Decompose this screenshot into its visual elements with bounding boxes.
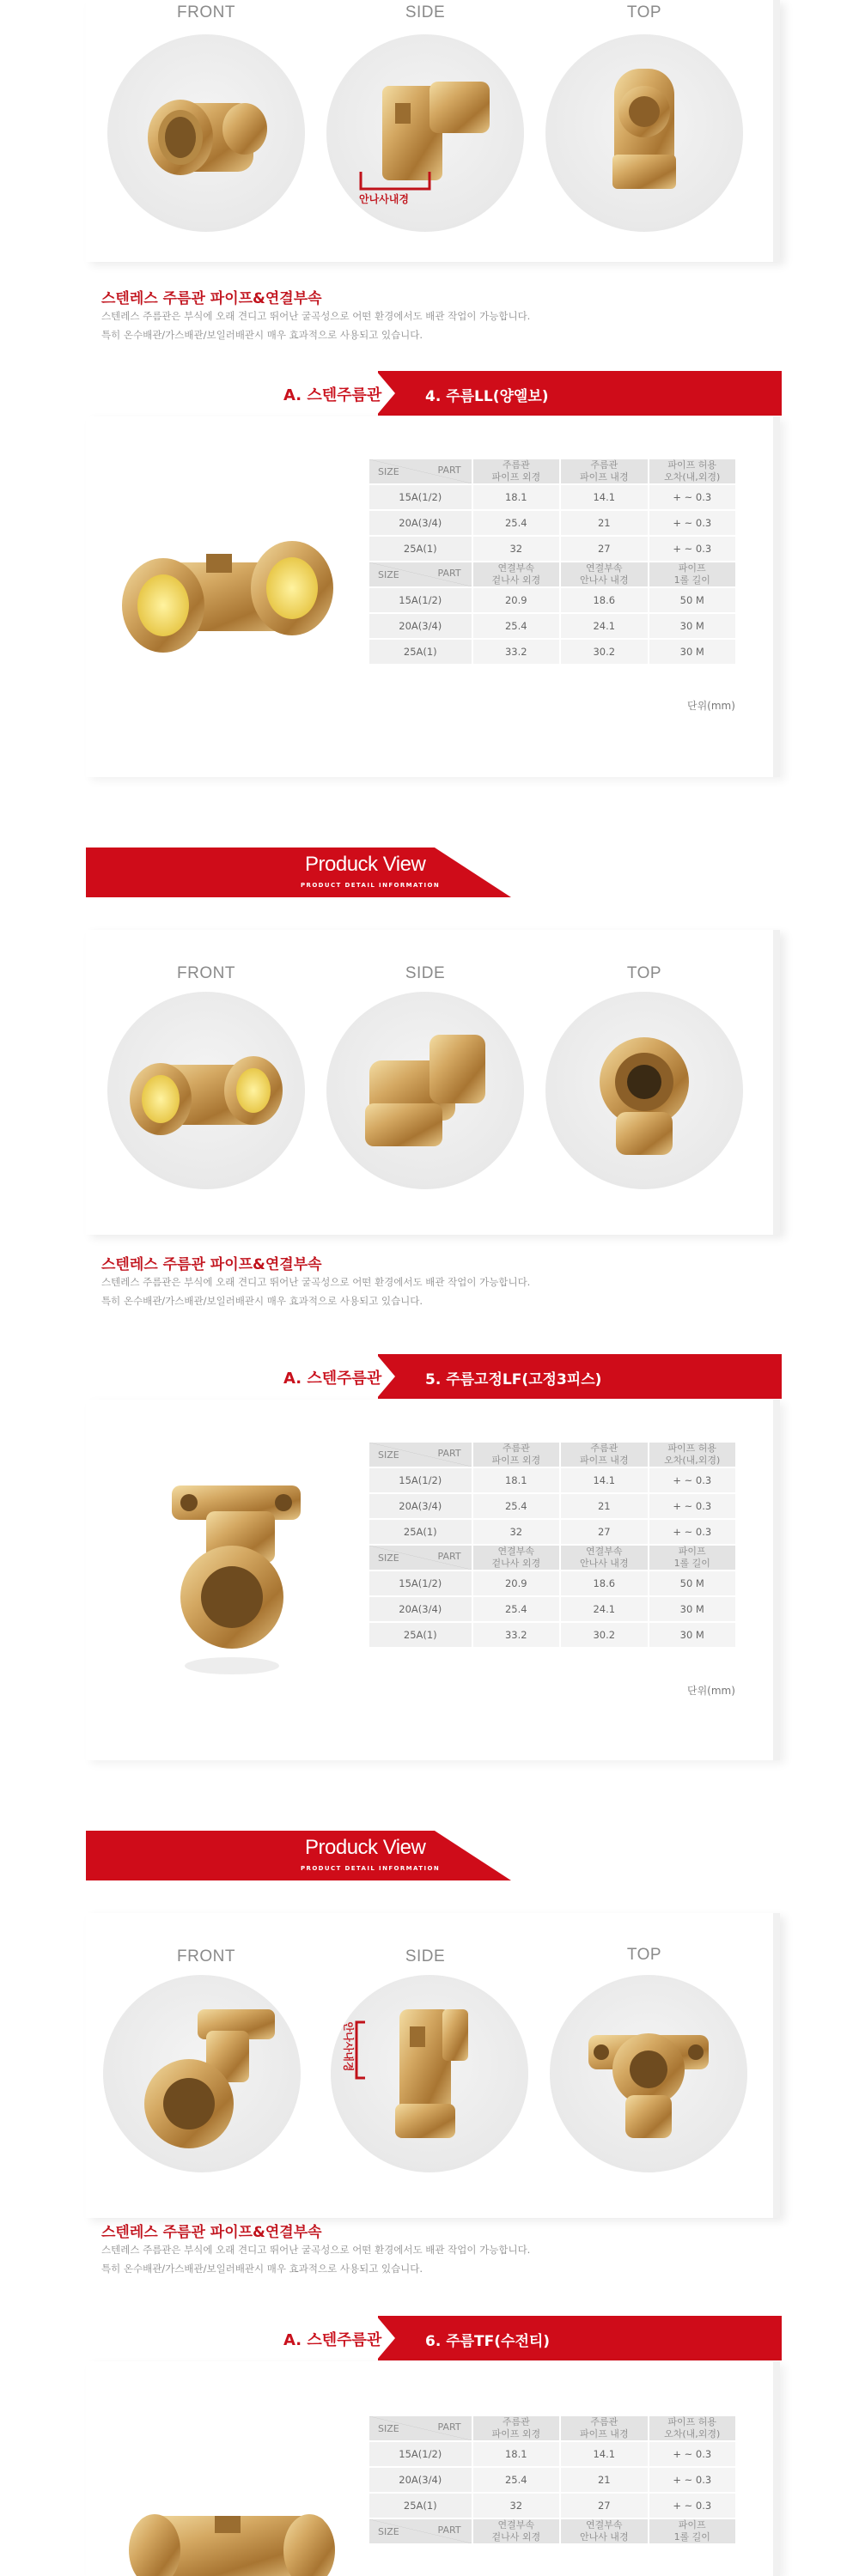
- table-header-cell: 연결부속 안나사 내경: [561, 1546, 647, 1570]
- table-header-cell: 주름관 파이프 외경: [473, 459, 559, 483]
- desc-line-1: 스텐레스 주름관은 부식에 오래 견디고 뛰어난 굴곡성으로 어떤 환경에서도 배관 작업이 가능합니다.: [101, 1276, 531, 1288]
- elbow-side-photo: [326, 34, 524, 232]
- top-view-image: [550, 1975, 747, 2172]
- lf-front-photo: [103, 1975, 301, 2172]
- table-header-cell: 연결부속 겉나사 외경: [473, 562, 559, 586]
- section-category: A. 스텐주름관: [283, 2331, 382, 2349]
- table-row: 20A(3/4) 25.4 24.1 30 M: [369, 614, 735, 638]
- produck-view-banner: [86, 848, 511, 897]
- side-view-image: [326, 992, 524, 1189]
- desc-line-1: 스텐레스 주름관은 부식에 오래 견디고 뛰어난 굴곡성으로 어떤 환경에서도 배관 작업이 가능합니다.: [101, 310, 531, 322]
- table-row: 15A(1/2) 20.9 18.6 50 M: [369, 1571, 735, 1595]
- front-label: FRONT: [177, 964, 235, 982]
- desc-title-3: 스텐레스 주름관 파이프&연결부속: [101, 2224, 322, 2241]
- elbow-front-photo: [107, 34, 305, 232]
- table-corner: PART SIZE: [369, 2519, 472, 2543]
- table-row: 25A(1) 33.2 30.2 30 M: [369, 1623, 735, 1647]
- product-photo-ll-elbow: [103, 494, 361, 700]
- table-header-row: [369, 2519, 735, 2543]
- front-label: FRONT: [177, 3, 235, 21]
- top-view-image: [545, 34, 743, 232]
- table-header-cell: 파이프 1롤 길이: [649, 1546, 736, 1570]
- banner-title: Produck View: [305, 1836, 426, 1859]
- table-row: 15A(1/2) 18.1 14.1 + ~ 0.3: [369, 485, 735, 509]
- section-header-6: [86, 2316, 782, 2360]
- section-header-5: [86, 1354, 782, 1399]
- desc-title-1: 스텐레스 주름관 파이프&연결부속: [101, 290, 322, 307]
- ll-elbow-top-photo: [545, 992, 743, 1189]
- table-row: 25A(1) 32 27 + ~ 0.3: [369, 537, 735, 561]
- top-label: TOP: [626, 1946, 662, 1964]
- table-corner: PART SIZE: [369, 1546, 472, 1570]
- ll-elbow-front-photo: [107, 992, 305, 1189]
- desc-text-1: [101, 307, 720, 344]
- desc-title-2: 스텐레스 주름관 파이프&연결부속: [101, 1256, 322, 1273]
- section-item-title: 5. 주름고정LF(고정3피스): [425, 1371, 602, 1388]
- table-row: 20A(3/4) 25.4 21 + ~ 0.3: [369, 1494, 735, 1518]
- table-header-cell: 파이프 1롤 길이: [649, 2519, 736, 2543]
- desc-line-1: 스텐레스 주름관은 부식에 오래 견디고 뛰어난 굴곡성으로 어떤 환경에서도 배관 작업이 가능합니다.: [101, 2244, 531, 2256]
- view-panel-1: [86, 0, 780, 262]
- table-corner: PART SIZE: [369, 459, 472, 483]
- table-row: 20A(3/4) 25.4 24.1 30 M: [369, 1597, 735, 1621]
- table-header-row: [369, 562, 735, 586]
- spec-table-5: [368, 1441, 737, 1649]
- front-view-image: [107, 34, 305, 232]
- product-photo-tf-tee: [120, 2490, 344, 2576]
- table-row: 20A(3/4) 25.4 21 + ~ 0.3: [369, 2468, 735, 2492]
- side-label: SIDE: [405, 1947, 446, 1965]
- section-header-4: [86, 371, 782, 416]
- desc-text-2: [101, 1273, 720, 1310]
- desc-line-2: 특히 온수배관/가스배관/보일러배관시 매우 효과적으로 사용되고 있습니다.: [101, 329, 423, 341]
- table-header-cell: 연결부속 겉나사 외경: [473, 2519, 559, 2543]
- front-view-image: [103, 1975, 301, 2172]
- desc-text-3: [101, 2240, 720, 2278]
- top-view-image: [545, 992, 743, 1189]
- table-corner: PART SIZE: [369, 2416, 472, 2440]
- table-header-cell: 파이프 허용 오차(내,외경): [649, 459, 736, 483]
- side-view-image: [326, 34, 524, 232]
- table-header-cell: 파이프 허용 오차(내,외경): [649, 1443, 736, 1467]
- table-row: 25A(1) 32 27 + ~ 0.3: [369, 1520, 735, 1544]
- table-header-cell: 주름관 파이프 외경: [473, 2416, 559, 2440]
- section-category: A. 스텐주름관: [283, 1370, 382, 1388]
- table-row: 15A(1/2) 18.1 14.1 + ~ 0.3: [369, 1468, 735, 1492]
- view-panel-3: [86, 1913, 780, 2218]
- table-corner: PART SIZE: [369, 1443, 472, 1467]
- table-header-cell: 파이프 허용 오차(내,외경): [649, 2416, 736, 2440]
- table-header-cell: 주름관 파이프 외경: [473, 1443, 559, 1467]
- table-row: 15A(1/2) 18.1 14.1 + ~ 0.3: [369, 2442, 735, 2466]
- produck-view-banner: [86, 1831, 511, 1880]
- table-header-row: [369, 459, 735, 483]
- table-header-cell: 연결부속 겉나사 외경: [473, 1546, 559, 1570]
- banner-subtitle: PRODUCT DETAIL INFORMATION: [301, 882, 441, 889]
- spec-table-4: [368, 458, 737, 665]
- front-label: FRONT: [177, 1947, 235, 1965]
- section-item-title: 4. 주름LL(양엘보): [425, 388, 549, 405]
- lf-side-photo: [331, 1975, 528, 2172]
- side-label: SIDE: [405, 3, 446, 21]
- table-header-cell: 파이프 1롤 길이: [649, 562, 736, 586]
- table-row: 20A(3/4) 25.4 21 + ~ 0.3: [369, 511, 735, 535]
- table-header-cell: 주름관 파이프 내경: [561, 459, 647, 483]
- unit-label: 단위(mm): [687, 700, 735, 712]
- ll-elbow-side-photo: [326, 992, 524, 1189]
- table-header-row: [369, 2416, 735, 2440]
- banner-title: Produck View: [305, 853, 426, 876]
- table-row: 25A(1) 33.2 30.2 30 M: [369, 640, 735, 664]
- table-header-cell: 연결부속 안나사 내경: [561, 2519, 647, 2543]
- top-label: TOP: [626, 3, 662, 21]
- desc-line-2: 특히 온수배관/가스배관/보일러배관시 매우 효과적으로 사용되고 있습니다.: [101, 1295, 423, 1307]
- side-view-image: [331, 1975, 528, 2172]
- table-row: 15A(1/2) 20.9 18.6 50 M: [369, 588, 735, 612]
- section-item-title: 6. 주름TF(수전티): [425, 2333, 551, 2350]
- table-header-row: [369, 1443, 735, 1467]
- side-label: SIDE: [405, 964, 446, 982]
- inner-thread-note: 안나사내경: [342, 2021, 355, 2072]
- spec-table-6: [368, 2415, 737, 2545]
- section-category: A. 스텐주름관: [283, 386, 382, 404]
- top-label: TOP: [626, 964, 662, 982]
- table-header-cell: 주름관 파이프 내경: [561, 2416, 647, 2440]
- table-corner: PART SIZE: [369, 562, 472, 586]
- product-photo-lf-fixed: [137, 1451, 344, 1692]
- front-view-image: [107, 992, 305, 1189]
- unit-label: 단위(mm): [687, 1685, 735, 1697]
- elbow-top-photo: [545, 34, 743, 232]
- table-header-row: [369, 1546, 735, 1570]
- desc-line-2: 특히 온수배관/가스배관/보일러배관시 매우 효과적으로 사용되고 있습니다.: [101, 2263, 423, 2275]
- inner-thread-note: 안나사내경: [359, 193, 409, 205]
- table-header-cell: 주름관 파이프 내경: [561, 1443, 647, 1467]
- table-row: 25A(1) 32 27 + ~ 0.3: [369, 2494, 735, 2518]
- lf-top-photo: [550, 1975, 747, 2172]
- banner-subtitle: PRODUCT DETAIL INFORMATION: [301, 1865, 441, 1872]
- view-panel-2: [86, 930, 780, 1235]
- table-header-cell: 연결부속 안나사 내경: [561, 562, 647, 586]
